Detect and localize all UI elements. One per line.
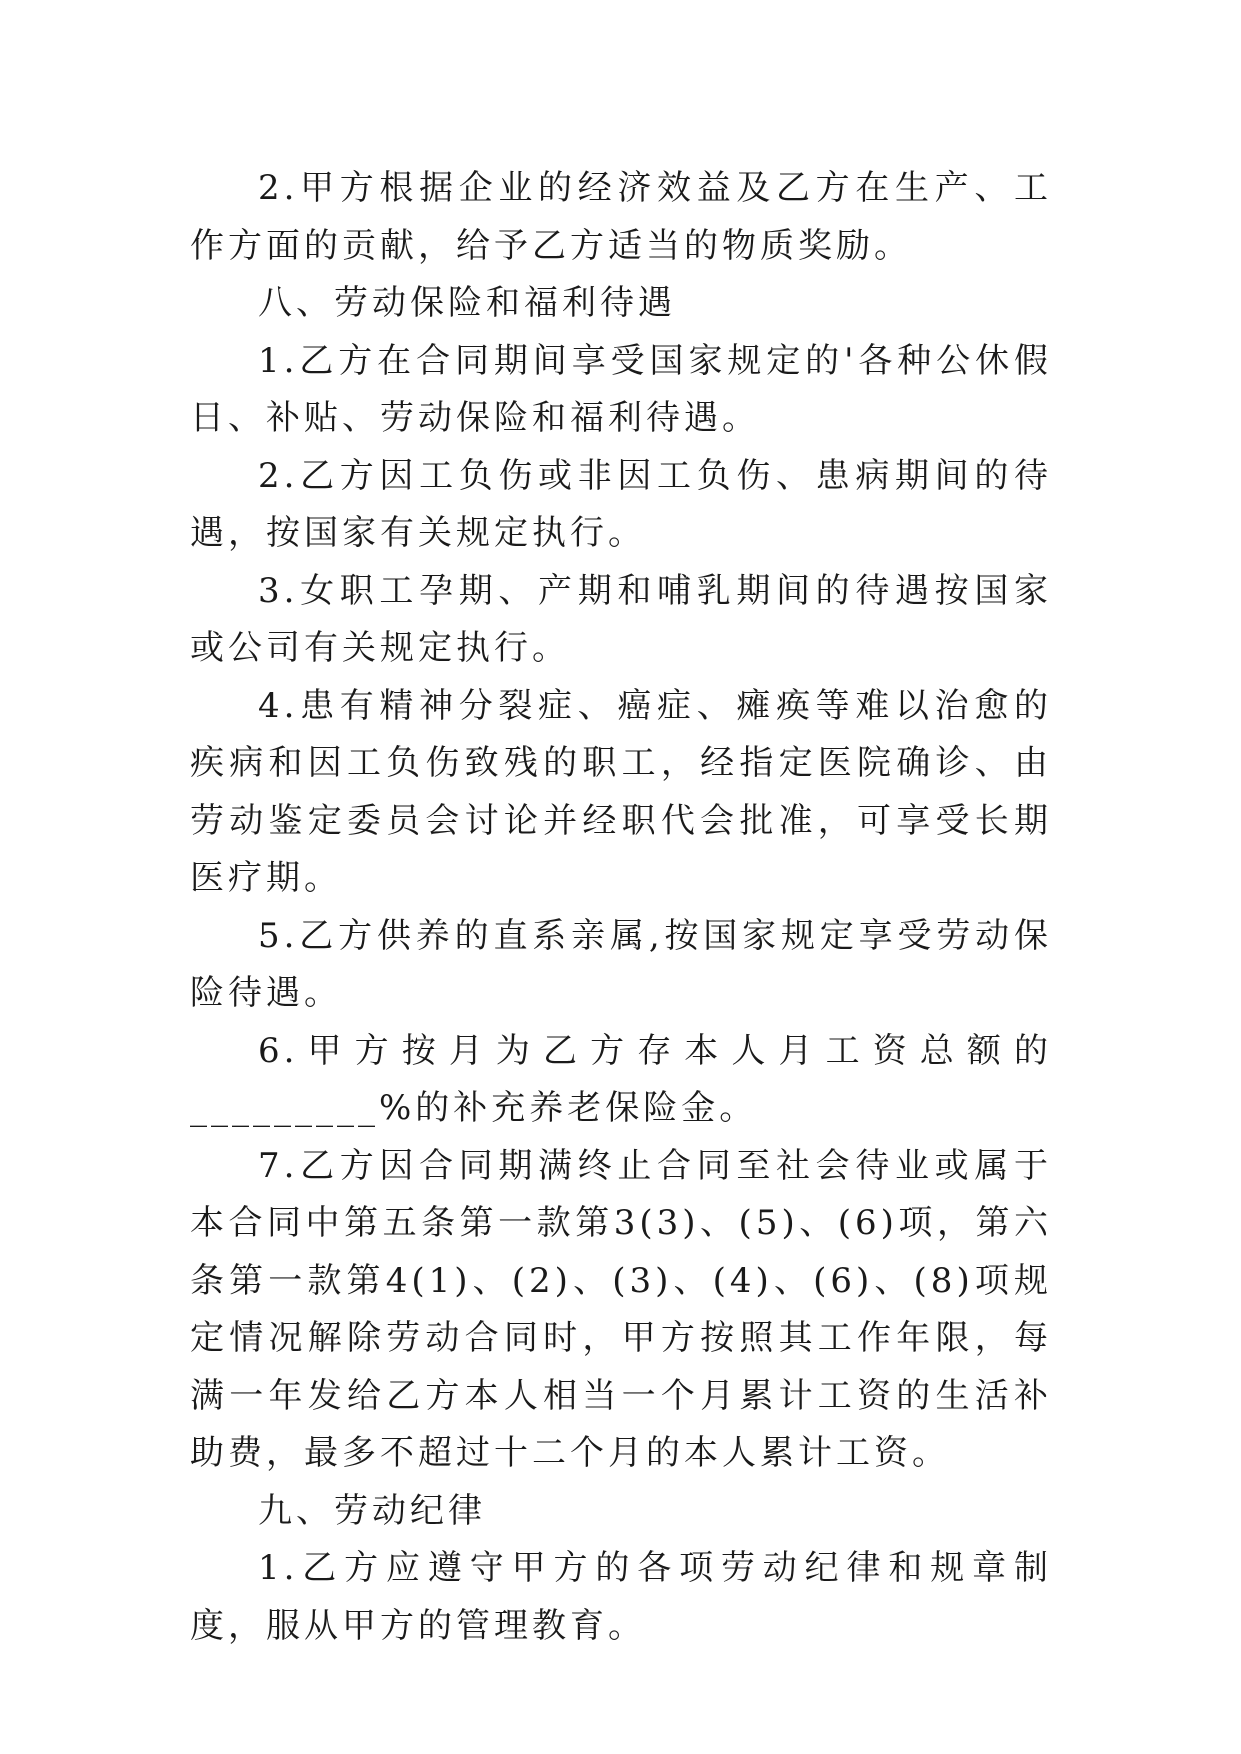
paragraph-long-term-medical: 4.患有精神分裂症、癌症、瘫痪等难以治愈的疾病和因工负伤致残的职工，经指定医院确诊、由劳动鉴定委员会讨论并经职代会批准，可享受长期医疗期。 (190, 685, 1052, 898)
paragraph-obey-rules: 1.乙方应遵守甲方的各项劳动纪律和规章制度，服从甲方的管理教育。 (190, 1548, 1052, 1646)
section-heading-labor-discipline: 九、劳动纪律 (258, 1490, 486, 1531)
paragraph-injury-illness: 2.乙方因工负伤或非因工负伤、患病期间的待遇，按国家有关规定执行。 (190, 455, 1052, 553)
paragraph-material-reward: 2.甲方根据企业的经济效益及乙方在生产、工作方面的贡献，给予乙方适当的物质奖励。 (190, 168, 1052, 266)
paragraph-pension-fund: 6.甲方按月为乙方存本人月工资总额的_________%的补充养老保险金。 (190, 1030, 1052, 1128)
paragraph-living-subsidy: 7.乙方因合同期满终止合同至社会待业或属于本合同中第五条第一款第3(3)、(5)、(6)项，第六条第一款第4(1)、(2)、(3)、(4)、(6)、(8)项规定情况解除劳动合同时，甲方按照其工作年限，每满一年发给乙方本人相当一个月累计工资的生活补助费，最多不超过十二个月的本人累计工资。 (190, 1145, 1052, 1473)
document-body (190, 160, 1052, 1655)
section-heading-insurance-welfare: 八、劳动保险和福利待遇 (258, 283, 676, 323)
paragraph-dependents: 5.乙方供养的直系亲属,按国家规定享受劳动保险待遇。 (190, 915, 1052, 1013)
paragraph-female-workers: 3.女职工孕期、产期和哺乳期间的待遇按国家或公司有关规定执行。 (190, 570, 1052, 668)
paragraph-holidays-benefits: 1.乙方在合同期间享受国家规定的'各种公休假日、补贴、劳动保险和福利待遇。 (190, 340, 1052, 438)
